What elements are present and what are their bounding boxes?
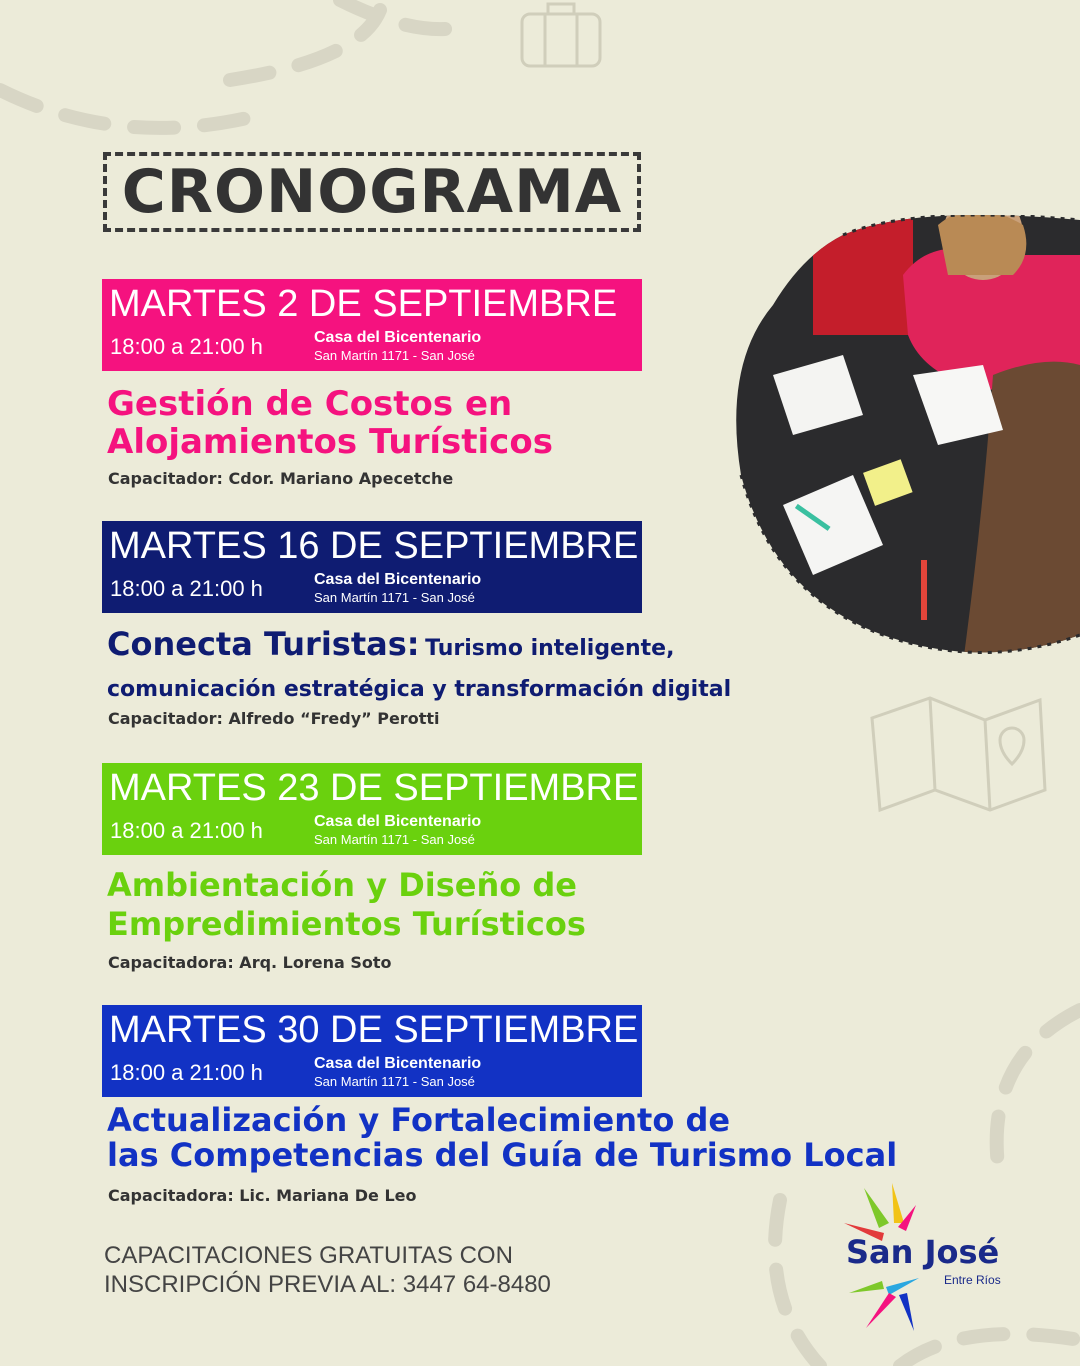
session-date: MARTES 30 DE SEPTIEMBRE	[109, 1009, 639, 1051]
course-line: las Competencias del Guía de Turismo Local	[107, 1136, 898, 1174]
session-time: 18:00 a 21:00 h	[110, 334, 263, 359]
session-place: Casa del Bicentenario	[314, 1055, 482, 1072]
suitcase-icon	[522, 4, 600, 66]
footer-line: CAPACITACIONES GRATUITAS CON	[104, 1242, 513, 1269]
trainer-2: Capacitador: Alfredo “Fredy” Perotti	[108, 709, 440, 728]
session-time: 18:00 a 21:00 h	[110, 576, 263, 601]
session-date: MARTES 16 DE SEPTIEMBRE	[109, 525, 639, 567]
session-address: San Martín 1171 - San José	[314, 348, 475, 363]
course-title-2	[107, 624, 731, 710]
page-title	[103, 152, 641, 232]
san-jose-logo	[844, 1183, 1019, 1333]
map-icon	[872, 698, 1045, 810]
session-time: 18:00 a 21:00 h	[110, 818, 263, 843]
session-banner-1	[102, 279, 642, 371]
session-address: San Martín 1171 - San José	[314, 832, 475, 847]
course-line: Alojamientos Turísticos	[107, 422, 553, 462]
session-banner-3	[102, 763, 642, 855]
session-address: San Martín 1171 - San José	[314, 1074, 475, 1089]
session-banner-2	[102, 521, 642, 613]
registration-info	[104, 1241, 551, 1299]
course-highlight: Conecta Turistas:	[107, 625, 420, 663]
trainer-3: Capacitadora: Arq. Lorena Soto	[108, 953, 392, 972]
title-text: CRONOGRAMA	[121, 157, 623, 227]
session-place: Casa del Bicentenario	[314, 813, 482, 830]
trainer-4: Capacitadora: Lic. Mariana De Leo	[108, 1186, 417, 1205]
session-address: San Martín 1171 - San José	[314, 590, 475, 605]
workshop-photo	[733, 215, 1080, 663]
session-place: Casa del Bicentenario	[314, 571, 482, 588]
footer-line: INSCRIPCIÓN PREVIA AL: 3447 64-8480	[104, 1271, 551, 1298]
course-title-1	[107, 385, 553, 461]
logo-subtitle: Entre Ríos	[944, 1273, 1001, 1287]
trainer-1: Capacitador: Cdor. Mariano Apecetche	[108, 469, 454, 488]
session-date: MARTES 23 DE SEPTIEMBRE	[109, 767, 639, 809]
session-time: 18:00 a 21:00 h	[110, 1060, 263, 1085]
course-line: Empredimientos Turísticos	[107, 905, 586, 943]
course-line: Gestión de Costos en	[107, 384, 513, 424]
course-title-3	[107, 866, 586, 944]
session-place: Casa del Bicentenario	[314, 329, 482, 346]
logo-name: San José	[846, 1233, 1000, 1271]
course-line: Turismo inteligente,	[425, 636, 675, 661]
course-line: Actualización y Fortalecimiento de	[107, 1101, 731, 1139]
session-banner-4	[102, 1005, 642, 1097]
session-date: MARTES 2 DE SEPTIEMBRE	[109, 283, 618, 325]
course-title-4	[107, 1103, 897, 1173]
course-line: comunicación estratégica y transformación digital	[107, 677, 732, 702]
course-line: Ambientación y Diseño de	[107, 866, 577, 904]
